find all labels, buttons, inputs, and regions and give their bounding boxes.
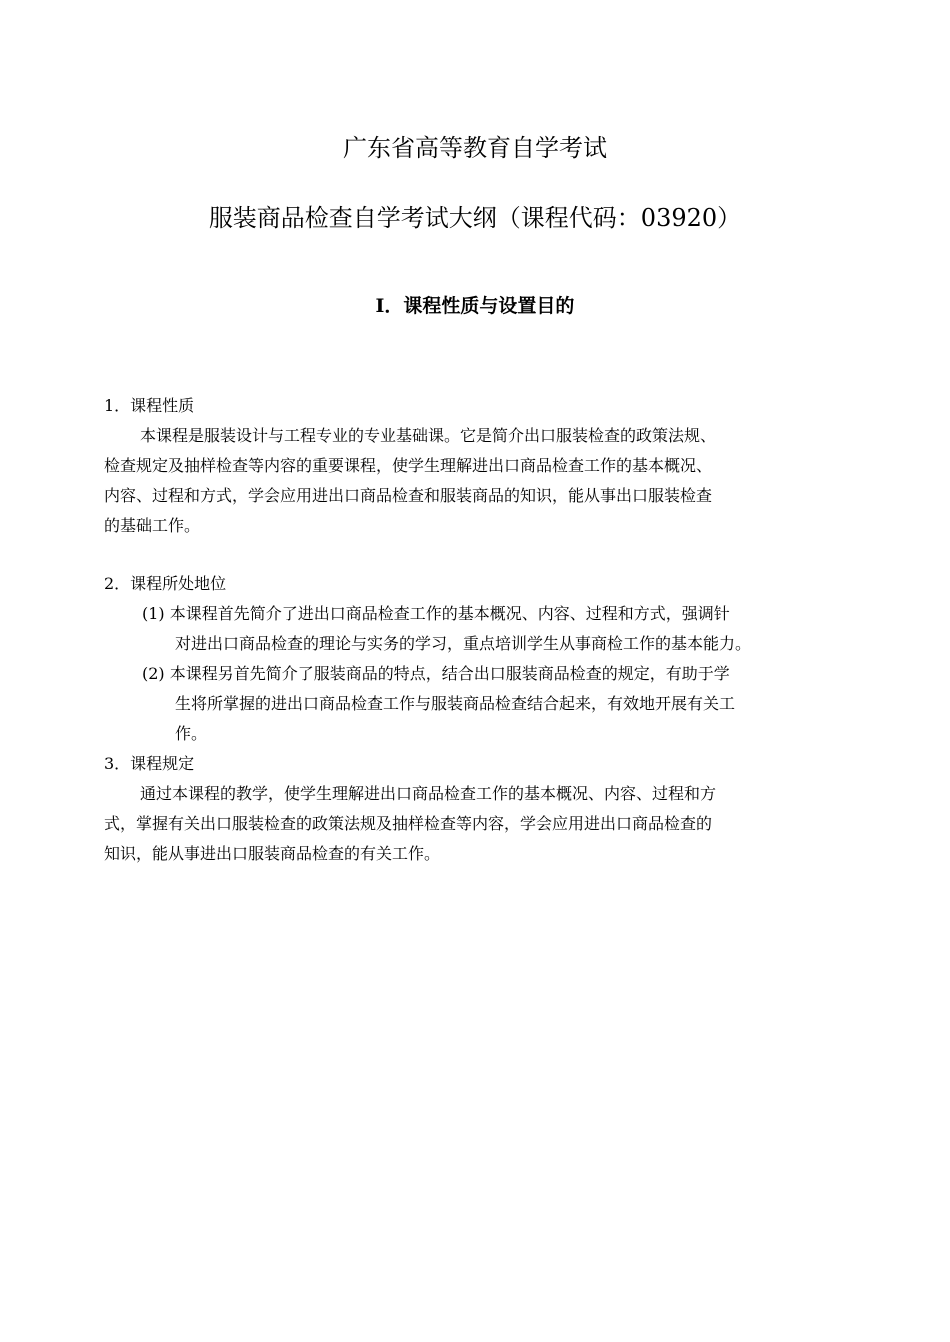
paragraph-line: 本课程是服装设计与工程专业的专业基础课。它是简介出口服装检查的政策法规、 [140, 426, 717, 445]
paragraph-line: 知识，能从事进出口服装商品检查的有关工作。 [104, 844, 441, 863]
list-item-line: (1) 本课程首先简介了进出口商品检查工作的基本概况、内容、过程和方式，强调针 [142, 604, 730, 623]
subsection-heading-course-nature: 1．课程性质 [104, 396, 195, 415]
paragraph-line: 内容、过程和方式，学会应用进出口商品检查和服装商品的知识，能从事出口服装检查 [104, 486, 713, 505]
paragraph-line: 式，掌握有关出口服装检查的政策法规及抽样检查等内容，学会应用进出口商品检查的 [104, 814, 713, 833]
subsection-heading-course-position: 2．课程所处地位 [104, 574, 227, 593]
section-heading: I．课程性质与设置目的 [375, 295, 575, 317]
document-body [104, 391, 850, 869]
paragraph-spacer [104, 541, 850, 569]
document-subtitle: 服装商品检查自学考试大纲（课程代码：03920） [208, 204, 742, 232]
list-item-line: 对进出口商品检查的理论与实务的学习，重点培训学生从事商检工作的基本能力。 [175, 634, 752, 653]
paragraph-line: 的基础工作。 [104, 516, 201, 535]
list-item-line: 作。 [175, 724, 208, 743]
document-title: 广东省高等教育自学考试 [343, 134, 607, 162]
list-item-line: (2) 本课程另首先简介了服装商品的特点，结合出口服装商品检查的规定，有助于学 [142, 664, 730, 683]
subsection-heading-course-requirements: 3．课程规定 [104, 754, 195, 773]
paragraph-line: 检查规定及抽样检查等内容的重要课程，使学生理解进出口商品检查工作的基本概况、 [104, 456, 713, 475]
paragraph-line: 通过本课程的教学，使学生理解进出口商品检查工作的基本概况、内容、过程和方 [140, 784, 717, 803]
list-item-line: 生将所掌握的进出口商品检查工作与服装商品检查结合起来，有效地开展有关工 [175, 694, 736, 713]
